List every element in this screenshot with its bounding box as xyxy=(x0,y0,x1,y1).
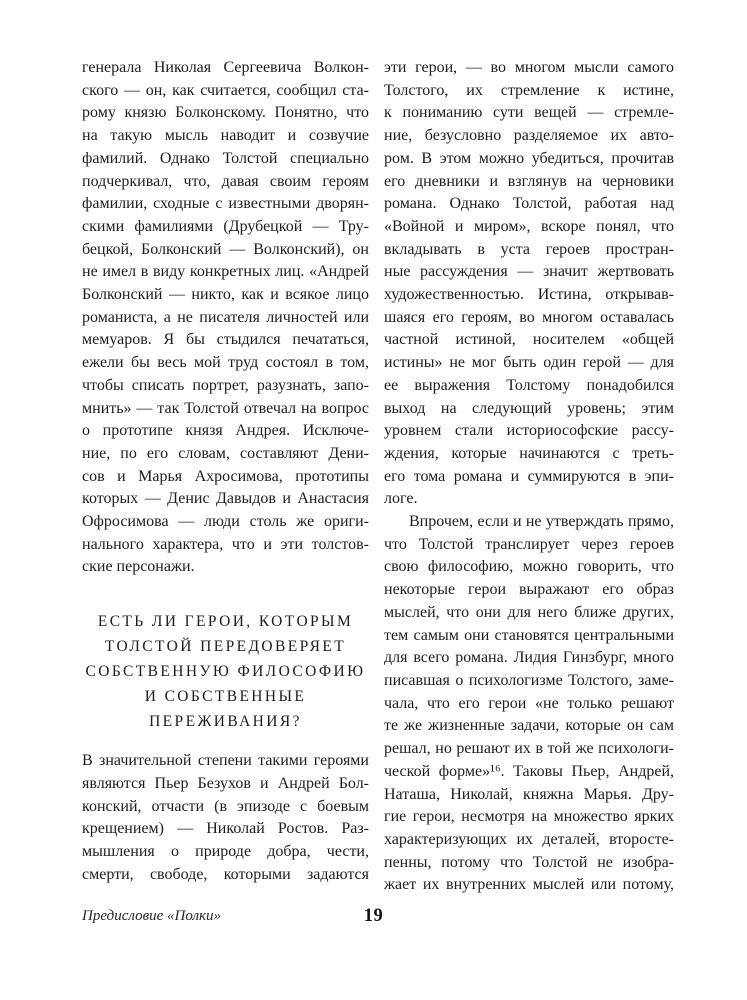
text-line: смерти, свободе, которыми задаются xyxy=(82,865,369,883)
heading-line: ЕСТЬ ЛИ ГЕРОИ, КОТОРЫМ xyxy=(97,613,354,631)
text-line: истины» не мог быть один герой — для xyxy=(384,354,674,372)
text-line: художественностью. Истина, открывав- xyxy=(384,286,674,304)
footer xyxy=(0,906,747,930)
text-columns xyxy=(82,57,674,897)
section-heading xyxy=(82,609,369,734)
running-title: Предисловие «Полки» xyxy=(82,908,222,924)
text-line: ние, безусловно разделяемое их авто- xyxy=(384,127,674,145)
text-line: В значительной степени такими героями xyxy=(82,752,369,770)
text-line: романиста, а не писателя личностей или xyxy=(82,308,369,326)
text-line: писавшая о психологизме Толстого, заме- xyxy=(384,671,674,689)
text-line: мнить» — так Толстой отвечал на вопрос xyxy=(82,399,369,417)
text-line: для всего романа. Лидия Гинзбург, много xyxy=(384,649,674,667)
text-line: ческой форме»¹⁶. Таковы Пьер, Андрей, xyxy=(384,762,674,780)
text-line: ежели бы весь мой труд состоял в том, xyxy=(82,354,369,372)
text-line: ние, по его словам, составляют Дени- xyxy=(82,444,369,462)
page-number: 19 xyxy=(363,906,384,926)
text-line: фамилий. Однако Толстой специально xyxy=(82,149,369,167)
text-line: эти герои, — во многом мысли самого xyxy=(384,59,674,76)
text-line: те же жизненные задачи, которые он сам xyxy=(384,717,674,735)
text-line: вкладывать в уста героев простран- xyxy=(384,240,674,258)
text-line: ского — он, как считается, сообщил ста- xyxy=(82,81,369,99)
heading-line: ТОЛСТОЙ ПЕРЕДОВЕРЯЕТ xyxy=(104,638,347,656)
paragraph xyxy=(384,57,674,511)
text-line: «Войной и миром», вскоре понял, что xyxy=(384,217,674,235)
text-line: чала, что его герои «не только решают xyxy=(384,694,674,712)
text-line: частной истиной, носителем «общей xyxy=(384,331,674,349)
paragraph xyxy=(82,750,369,886)
text-line: о прототипе князя Андрея. Исключе- xyxy=(82,422,369,440)
text-line: ские персонажи. xyxy=(82,558,195,576)
text-line: фамилии, сходные с известными дворян- xyxy=(82,195,369,213)
text-line: мышления о природе добра, чести, xyxy=(82,842,369,860)
text-line: Офросимова — люди столь же ориги- xyxy=(82,513,369,531)
text-line: логе. xyxy=(384,490,418,508)
text-line: шаяся его героям, во многом оставалась xyxy=(384,308,674,326)
text-line: что Толстой транслирует через героев xyxy=(384,535,674,553)
text-line: Болконский — никто, как и всякое лицо xyxy=(82,286,369,304)
text-line: рому князю Болконскому. Понятно, что xyxy=(82,104,369,122)
text-line: его тома романа и суммируются в эпи- xyxy=(384,467,674,485)
text-line: Толстого, их стремление к истине, xyxy=(384,81,674,99)
text-line: мемуаров. Я бы стыдился печататься, xyxy=(82,331,369,349)
text-line: чтобы списать портрет, разузнать, запо- xyxy=(82,376,369,394)
text-line: генерала Николая Сергеевича Волкон- xyxy=(82,59,369,76)
text-line: бецкой, Болконский — Волконский), он xyxy=(82,240,369,258)
text-line: ром. В этом можно убедиться, прочитав xyxy=(384,149,674,167)
text-line: решал, но решают их в той же психологи- xyxy=(384,740,674,758)
text-line: свою философию, можно говорить, что xyxy=(384,558,674,576)
column-left xyxy=(82,57,369,897)
text-line: тем самым они становятся центральными xyxy=(384,626,674,644)
text-line: подчеркивал, что, давая своим героям xyxy=(82,172,369,190)
heading-line: СОБСТВЕННУЮ ФИЛОСОФИЮ xyxy=(85,663,366,681)
text-line: выход на следующий уровень; этим xyxy=(384,399,674,417)
text-line: которых — Денис Давыдов и Анастасия xyxy=(82,490,369,508)
text-line: скими фамилиями (Друбецкой — Тру- xyxy=(82,217,369,235)
text-line: романа. Однако Толстой, работая над xyxy=(384,195,674,213)
text-line: нального характера, что и эти толстов- xyxy=(82,535,369,553)
text-line: мыслей, что они для него ближе других, xyxy=(384,603,674,621)
text-line: сов и Марья Ахросимова, прототипы xyxy=(82,467,369,485)
text-line: к пониманию сути вещей — стремле- xyxy=(384,104,674,122)
text-line: гие герои, несмотря на множество ярких xyxy=(384,808,674,826)
text-line: пенны, потому что Толстой не изобра- xyxy=(384,853,674,871)
text-line: некоторые герои выражают его образ xyxy=(384,581,674,599)
heading-line: И СОБСТВЕННЫЕ xyxy=(144,688,307,706)
text-line: уровнем стали историософские рассу- xyxy=(384,422,674,440)
text-line: не имел в виду конкретных лиц. «Андрей xyxy=(82,263,369,281)
text-line: являются Пьер Безухов и Андрей Бол- xyxy=(82,774,369,792)
text-line: его дневники и взглянув на черновики xyxy=(384,172,674,190)
heading-line: ПЕРЕЖИВАНИЯ? xyxy=(149,713,302,731)
paragraph xyxy=(82,57,369,579)
text-line: крещением) — Николай Ростов. Раз- xyxy=(82,820,369,838)
text-line: Наташа, Николай, княжна Марья. Дру- xyxy=(384,785,674,803)
column-right xyxy=(384,57,674,897)
text-line: Впрочем, если и не утверждать прямо, xyxy=(409,513,674,531)
text-line: жает их внутренних мыслей или потому, xyxy=(384,876,674,894)
text-line: ждения, которые начинаются с треть- xyxy=(384,444,674,462)
text-line: на такую мысль наводит и созвучие xyxy=(82,127,369,145)
paragraph xyxy=(384,511,674,897)
text-line: конский, отчасти (в эпизоде с боевым xyxy=(82,797,369,815)
text-line: характеризующих их деталей, второсте- xyxy=(384,830,674,848)
text-line: ные рассуждения — значит жертвовать xyxy=(384,263,674,281)
text-line: ее выражения Толстому понадобился xyxy=(384,376,674,394)
